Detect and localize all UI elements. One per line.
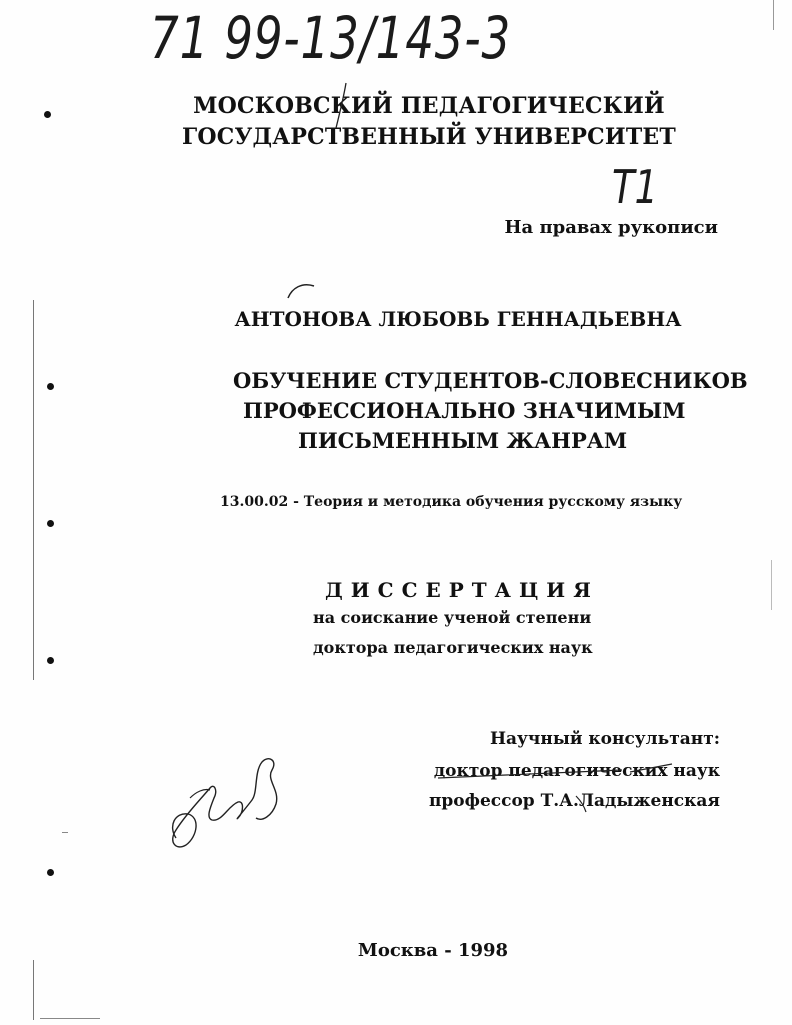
city-year: Москва - 1998: [357, 940, 509, 961]
binding-hole-mark: [47, 869, 54, 876]
degree-line2: доктора педагогических наук: [313, 638, 593, 657]
scan-edge-line: [33, 960, 34, 1020]
scan-edge-line: [40, 1018, 100, 1019]
scan-edge-line: [62, 832, 68, 833]
scan-edge-line: [773, 0, 774, 30]
document-type: ДИССЕРТАЦИЯ: [325, 578, 599, 602]
handwritten-mark: T1: [612, 160, 658, 214]
rights-note: На правах рукописи: [504, 217, 718, 238]
pen-stroke-mark: [288, 285, 314, 298]
specialty-code: 13.00.02 - Теория и методика обучения русскому языку: [220, 494, 683, 510]
signature-stroke: [173, 759, 277, 847]
author-name: АНТОНОВА ЛЮБОВЬ ГЕННАДЬЕВНА: [234, 307, 682, 331]
binding-hole-mark: [47, 520, 54, 527]
university-name-line1: МОСКОВСКИЙ ПЕДАГОГИЧЕСКИЙ: [193, 93, 665, 119]
thesis-title-line2: ПРОФЕССИОНАЛЬНО ЗНАЧИМЫМ: [243, 398, 686, 423]
handwritten-archive-code: 71 99-13/143-3: [150, 4, 512, 72]
thesis-title-line1: ОБУЧЕНИЕ СТУДЕНТОВ-СЛОВЕСНИКОВ: [233, 368, 748, 393]
thesis-title-line3: ПИСЬМЕННЫМ ЖАНРАМ: [298, 428, 628, 453]
degree-line1: на соискание ученой степени: [313, 608, 592, 627]
consultant-name: профессор Т.А.Ладыженская: [428, 791, 720, 811]
binding-hole-mark: [47, 657, 54, 664]
scan-edge-line: [33, 300, 34, 680]
consultant-degree: доктор педагогических наук: [433, 761, 720, 781]
university-name-line2: ГОСУДАРСТВЕННЫЙ УНИВЕРСИТЕТ: [182, 124, 676, 150]
binding-hole-mark: [47, 383, 54, 390]
signature-stroke: [190, 789, 210, 798]
consultant-heading: Научный консультант:: [489, 729, 720, 749]
scan-edge-line: [771, 560, 772, 610]
